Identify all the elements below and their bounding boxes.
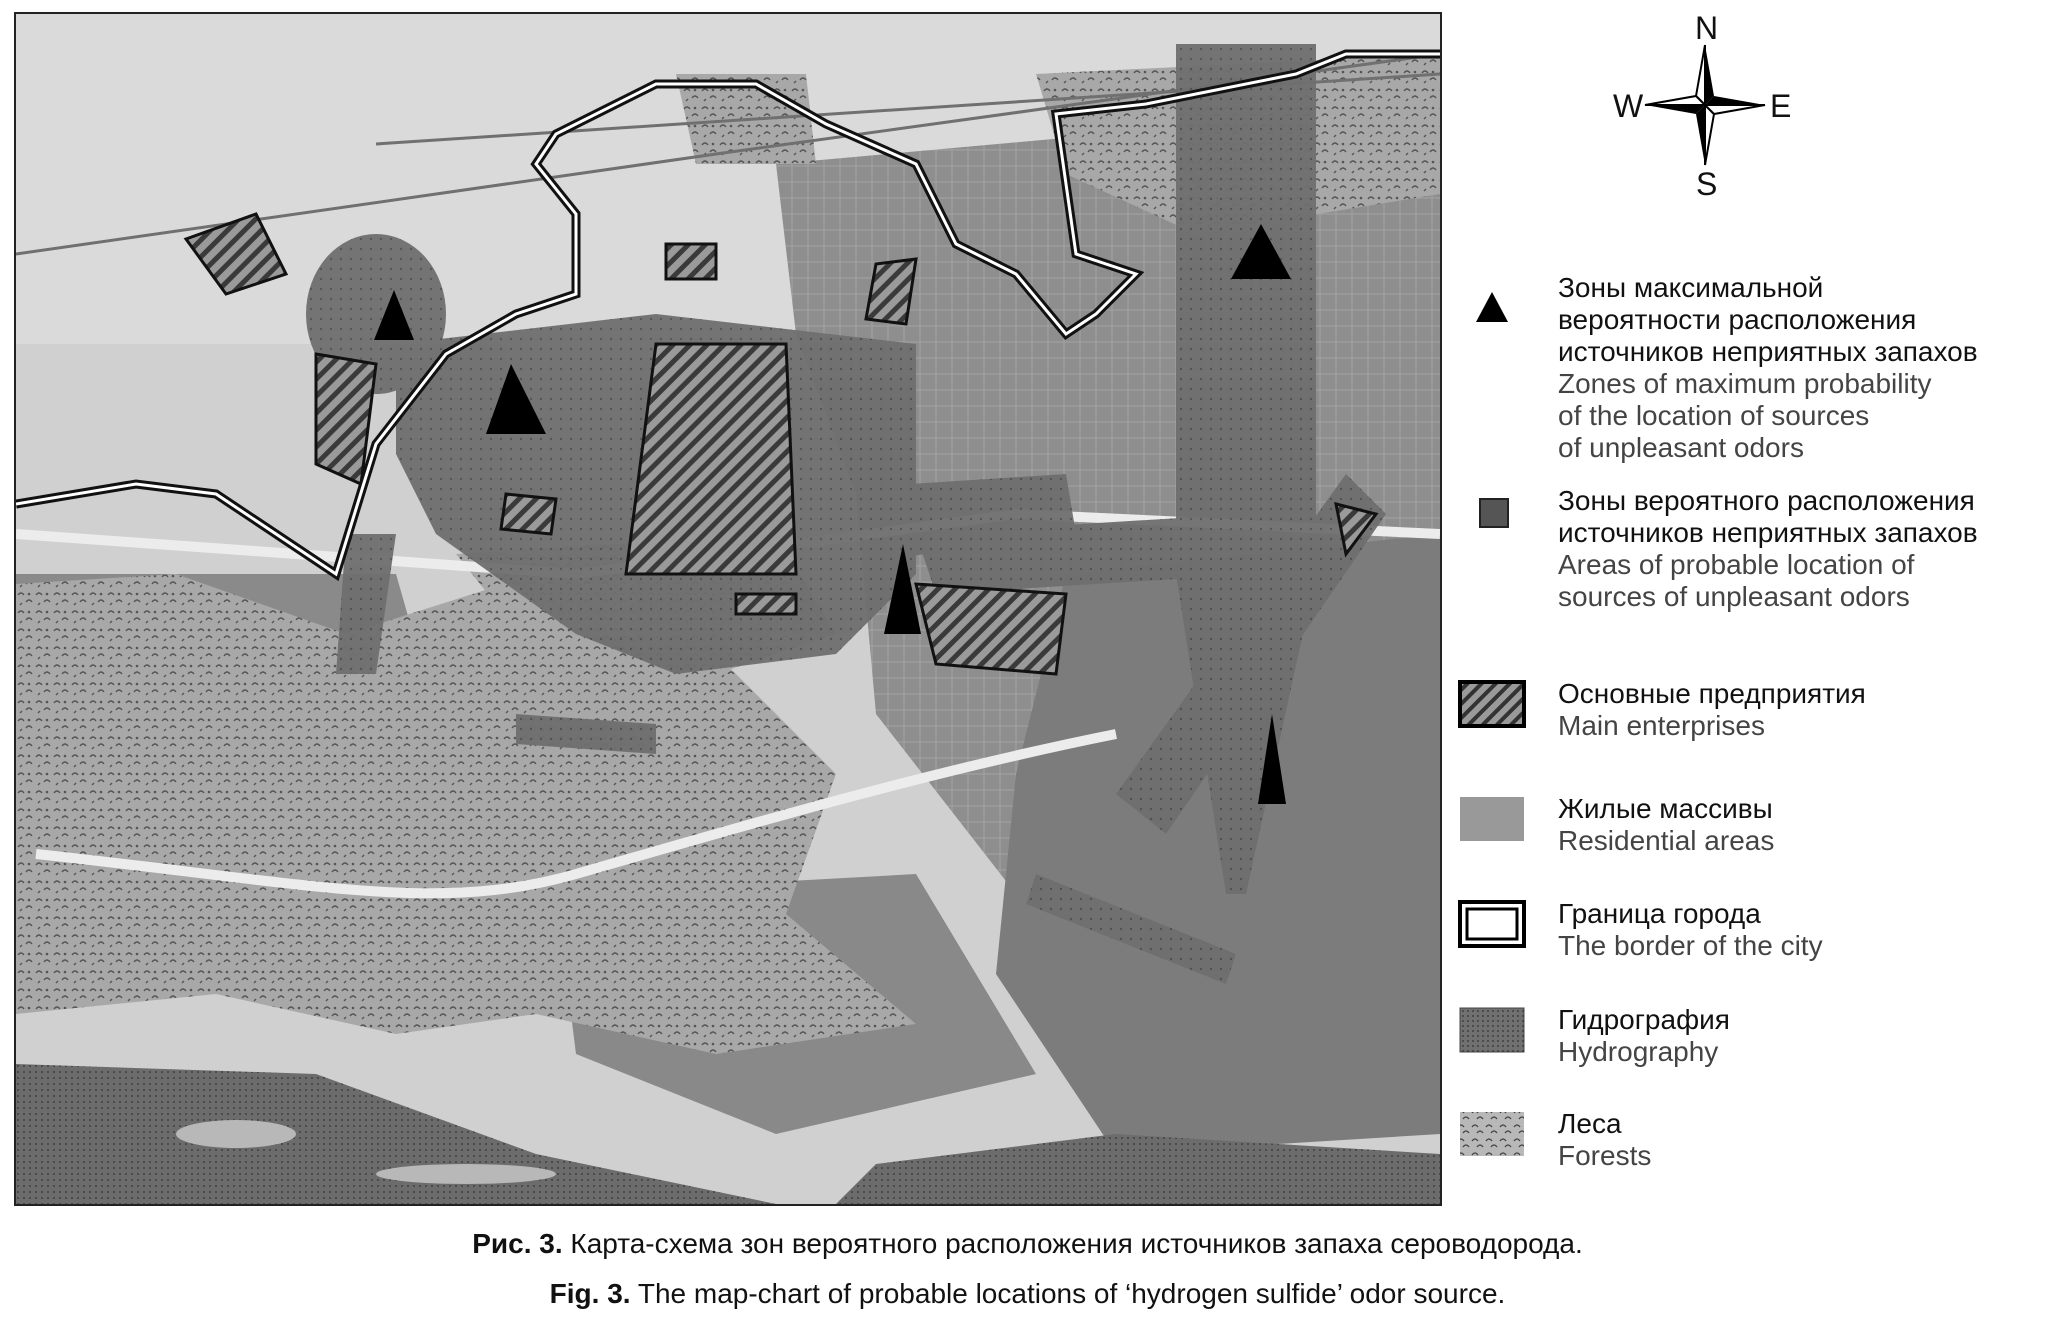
legend [1448,260,2048,1200]
legend-max-zones-ru-line1: Зоны максимальной [1558,272,1824,303]
legend-enterprises-en: Main enterprises [1558,710,1765,741]
forest-pattern-icon [1456,1108,1528,1160]
legend-probable-en-line1: Areas of probable location of [1558,549,1915,580]
legend-border-ru: Граница города [1558,898,1761,929]
legend-forests-en: Forests [1558,1140,1652,1171]
legend-max-zones-en-line1: Zones of maximum probability [1558,368,1932,399]
legend-max-zones-en-line3: of unpleasant odors [1558,432,1804,463]
compass-north: N [1695,10,1719,46]
caption-en-text: The map-chart of probable locations of ‘hydrogen sulfide’ odor source. [630,1278,1506,1309]
double-frame-icon [1456,898,1528,950]
caption-ru-label: Рис. 3. [472,1228,563,1259]
legend-max-zones-en-line2: of the location of sources [1558,400,1870,431]
compass-rose [1610,10,1800,200]
legend-hydrography-ru: Гидрография [1558,1004,1730,1035]
legend-max-zones-ru-line3: источников неприятных запахов [1558,336,1978,367]
legend-residential-ru: Жилые массивы [1558,793,1773,824]
map-area[interactable] [14,12,1442,1206]
compass-west: W [1613,88,1644,124]
compass-south: S [1696,166,1718,202]
dotted-square-icon [1456,1004,1528,1056]
compass-east: E [1770,88,1792,124]
caption-en [0,1276,2055,1312]
legend-probable-en-line2: sources of unpleasant odors [1558,581,1910,612]
legend-probable-ru-line1: Зоны вероятного расположения [1558,485,1975,516]
legend-max-zones-ru-line2: вероятности расположения [1558,304,1917,335]
figure-caption [0,1226,2055,1326]
caption-en-label: Fig. 3. [549,1278,631,1309]
dark-square-icon [1456,487,1528,539]
legend-enterprises-ru: Основные предприятия [1558,678,1866,709]
map-canvas [16,14,1440,1204]
legend-residential-en: Residential areas [1558,825,1775,856]
legend-probable-ru-line2: источников неприятных запахов [1558,517,1978,548]
hatched-square-icon [1456,678,1528,730]
gray-square-icon [1456,793,1528,845]
caption-ru [0,1226,2055,1262]
legend-forests-ru: Леса [1558,1108,1622,1139]
black-triangle-icon [1456,282,1528,334]
legend-hydrography-en: Hydrography [1558,1036,1719,1067]
caption-ru-text: Карта-схема зон вероятного расположения источников запаха сероводорода. [562,1228,1583,1259]
legend-border-en: The border of the city [1558,930,1823,961]
